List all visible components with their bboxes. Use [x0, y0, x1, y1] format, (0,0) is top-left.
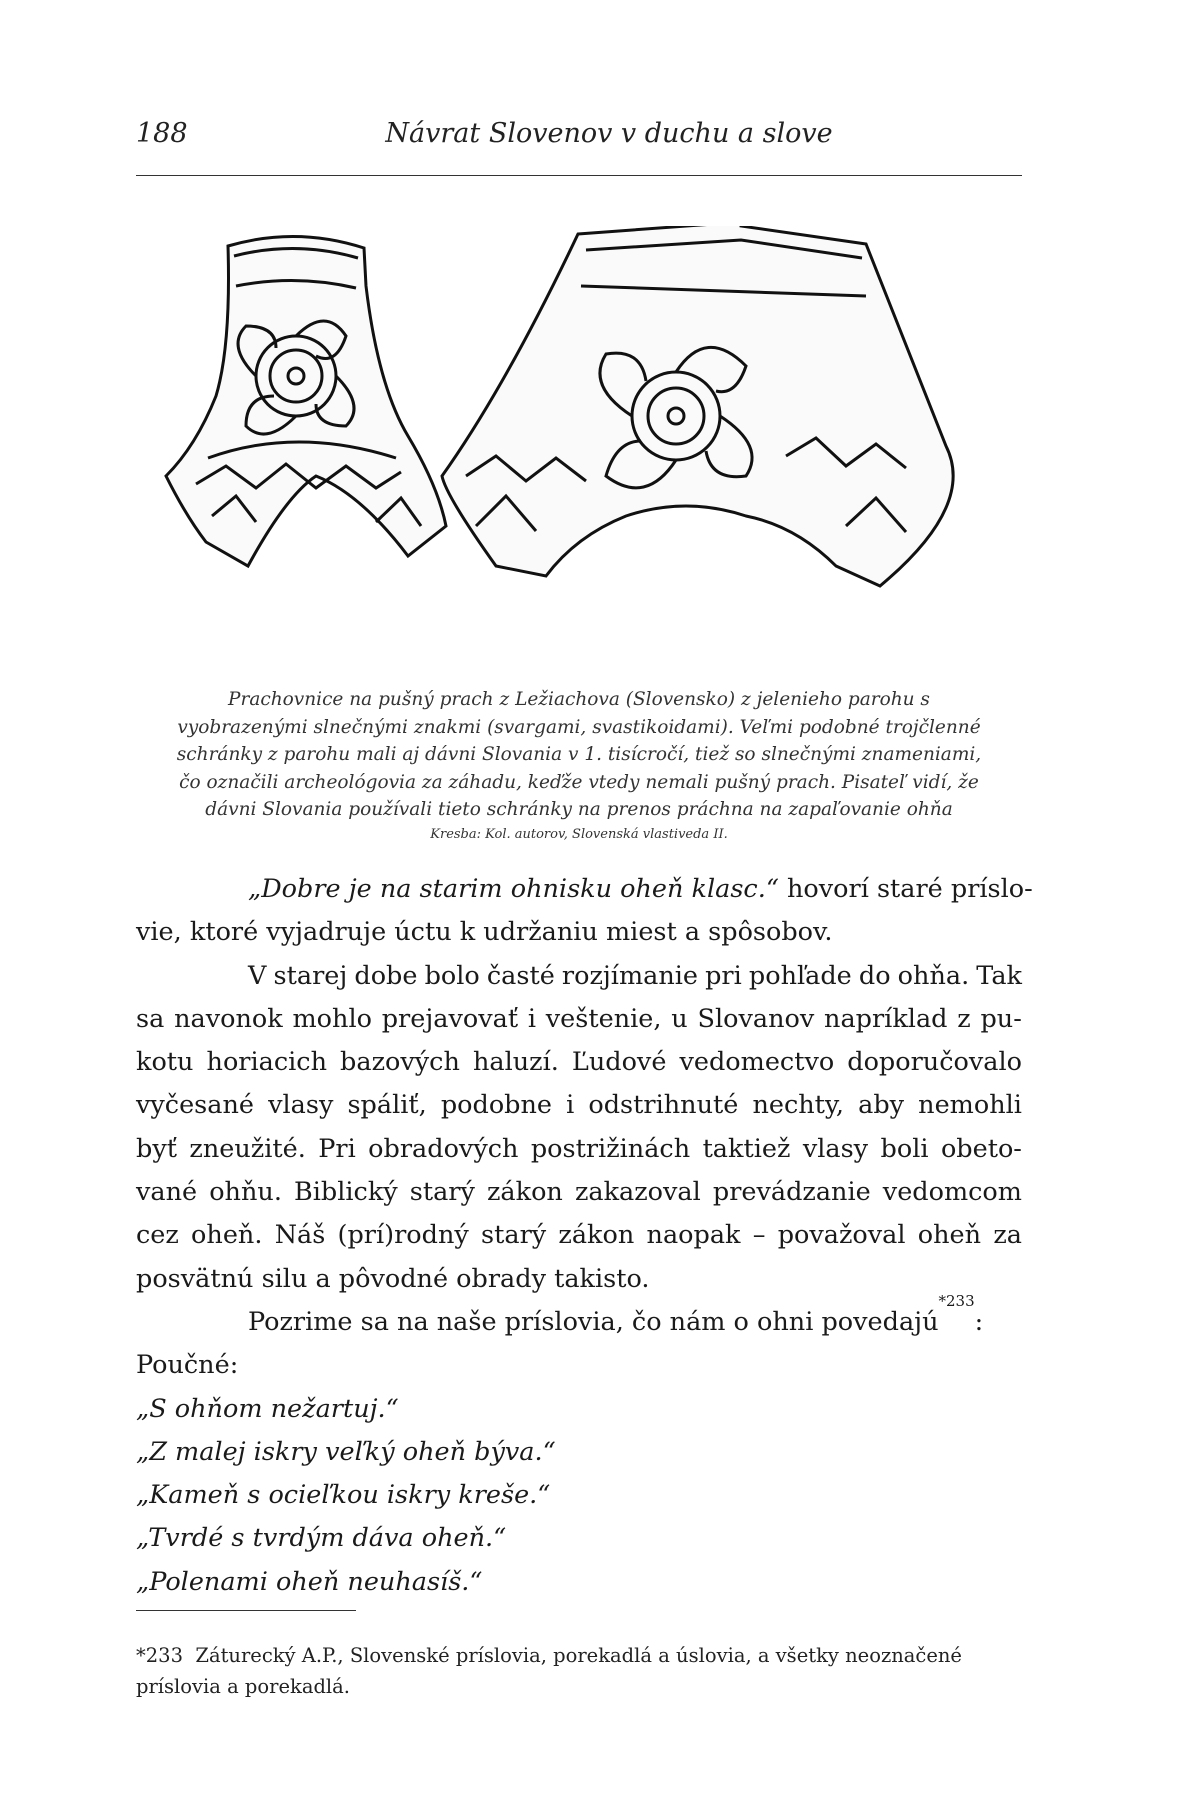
- paragraph-text: Pozrime sa na naše príslovia, čo nám o ohni povedajú: [248, 1306, 939, 1337]
- caption-line: čo označili archeológovia za záhadu, keďže vtedy nemali pušný prach. Pisateľ vidí, že: [179, 771, 979, 793]
- paragraph-line: [136, 955, 1022, 998]
- word: cez: [136, 1220, 179, 1251]
- word: aby: [858, 1090, 905, 1121]
- section-label: Poučné:: [136, 1350, 239, 1381]
- word: vlasy: [802, 1133, 869, 1164]
- word: nechty,: [752, 1090, 845, 1121]
- word: vané: [136, 1177, 198, 1208]
- proverb-item: „Polenami oheň neuhasíš.“: [136, 1566, 483, 1597]
- paragraph-line: [136, 998, 1022, 1041]
- body-text: [136, 868, 1033, 1604]
- word: sa: [136, 1003, 165, 1034]
- word: prevádzanie: [712, 1177, 871, 1208]
- footnote: [136, 1640, 1022, 1702]
- word: prejavovať: [381, 1003, 519, 1034]
- word: postrižinách: [530, 1133, 691, 1164]
- word: horiacich: [206, 1047, 327, 1078]
- header-rule: [136, 175, 1022, 176]
- page-number: 188: [136, 118, 188, 149]
- proverb-item: „Kameň s ocieľkou iskry kreše.“: [136, 1480, 551, 1511]
- paragraph-line: [136, 1171, 1022, 1214]
- word: starý: [481, 1220, 547, 1251]
- word: Tak: [976, 960, 1022, 991]
- paragraph-line: [136, 1128, 1022, 1171]
- caption-line: dávni Slovania používali tieto schránky na prenos práchna na zapaľovanie ohňa: [205, 799, 953, 820]
- word: starý: [409, 1177, 475, 1208]
- word: bazových: [340, 1047, 460, 1078]
- paragraph-line: [136, 1214, 1022, 1257]
- caption-line: vyobrazenými slnečnými znakmi (svargami, svastikoidami). Veľmi podobné trojčlenné: [177, 716, 981, 738]
- paragraph-text: :: [974, 1306, 984, 1337]
- word: ohňa.: [897, 960, 970, 991]
- word: odstrihnuté: [588, 1090, 739, 1121]
- footnote-rule: [136, 1610, 356, 1611]
- word: zákon: [558, 1220, 635, 1251]
- word: zakazoval: [574, 1177, 701, 1208]
- word: kotu: [136, 1047, 194, 1078]
- word: Biblický: [294, 1177, 398, 1208]
- paragraph-line: [136, 1041, 1022, 1084]
- paragraph-line: vie, ktoré vyjadruje úctu k udržaniu miest a spôsobov.: [136, 917, 833, 948]
- footnote-line: [136, 1640, 1022, 1671]
- word: pohľade: [748, 960, 852, 991]
- word: do: [858, 960, 891, 991]
- word: naopak: [646, 1220, 741, 1251]
- caption-credit: Kresba: Kol. autorov, Slovenská vlastiveda II.: [430, 826, 728, 842]
- word: obeto-: [940, 1133, 1022, 1164]
- paragraph-line: [136, 868, 1033, 911]
- page-header: [136, 118, 1022, 164]
- word: doporučovalo: [847, 1047, 1022, 1078]
- word: považoval: [777, 1220, 906, 1251]
- proverb-item: „Z malej iskry veľký oheň býva.“: [136, 1436, 556, 1467]
- word: oheň: [917, 1220, 982, 1251]
- word: i: [527, 1003, 536, 1034]
- word: zákon: [486, 1177, 563, 1208]
- word: byť: [136, 1133, 177, 1164]
- word: obradových: [368, 1133, 519, 1164]
- paragraph-line: [136, 1291, 1022, 1344]
- word: veštenie,: [545, 1003, 662, 1034]
- word: vedomcom: [882, 1177, 1022, 1208]
- word: oheň.: [191, 1220, 263, 1251]
- word: pu-: [980, 1003, 1022, 1034]
- caption-line: schránky z parohu mali aj dávni Slovania v 1. tisícročí, tiež so slnečnými znameniami,: [176, 744, 982, 765]
- word: rozjímanie: [561, 960, 698, 991]
- antler-flask-figure: [146, 226, 1020, 666]
- word: vedomectvo: [679, 1047, 835, 1078]
- word: Náš: [274, 1220, 326, 1251]
- word: –: [752, 1220, 766, 1251]
- word: podobne: [440, 1090, 553, 1121]
- word: mohlo: [292, 1003, 372, 1034]
- word: boli: [880, 1133, 929, 1164]
- word: pri: [705, 960, 742, 991]
- word: bolo: [424, 960, 480, 991]
- word: Slovanov: [697, 1003, 815, 1034]
- word: i: [566, 1090, 575, 1121]
- word: (prí)rodný: [337, 1220, 469, 1251]
- figure-caption: [136, 686, 1022, 844]
- word: napríklad: [824, 1003, 948, 1034]
- antler-powder-flask-illustration: [146, 226, 1020, 666]
- proverb-item: „S ohňom nežartuj.“: [136, 1393, 399, 1424]
- footnote-text: Záturecký A.P., Slovenské príslovia, porekadlá a úslovia, a všetky neoznačené: [195, 1644, 962, 1667]
- caption-line: Prachovnice na pušný prach z Ležiachova (Slovensko) z jelenieho parohu s: [228, 689, 930, 710]
- word: časté: [486, 960, 555, 991]
- word: Pri: [318, 1133, 356, 1164]
- word: vyčesané: [136, 1090, 254, 1121]
- paragraph-line: [136, 1084, 1022, 1127]
- paragraph-line: posvätnú silu a pôvodné obrady takisto.: [136, 1263, 650, 1294]
- word: navonok: [174, 1003, 283, 1034]
- proverb-item: „Tvrdé s tvrdým dáva oheň.“: [136, 1523, 507, 1554]
- word: starej: [273, 960, 348, 991]
- word: dobe: [354, 960, 418, 991]
- word: Ľudové: [571, 1047, 667, 1078]
- footnote-ref: *233: [938, 1291, 975, 1310]
- quoted-proverb: „Dobre je na starim ohnisku oheň klasc.“: [248, 874, 779, 904]
- word: vlasy: [268, 1090, 334, 1121]
- footnote-text: príslovia a porekadlá.: [136, 1675, 350, 1698]
- word: taktiež: [702, 1133, 791, 1164]
- word: ohňu.: [209, 1177, 282, 1208]
- word: haluzí.: [472, 1047, 559, 1078]
- word: spáliť,: [347, 1090, 427, 1121]
- footnote-marker: *233: [136, 1644, 183, 1667]
- word: nemohli: [918, 1090, 1022, 1121]
- word: V: [248, 960, 267, 991]
- word: zneužité.: [189, 1133, 306, 1164]
- word: u: [671, 1003, 688, 1034]
- running-title: Návrat Slovenov v duchu a slove: [385, 118, 833, 149]
- word: z: [957, 1003, 971, 1034]
- paragraph-text: hovorí staré príslo-: [778, 874, 1033, 904]
- word: za: [993, 1220, 1022, 1251]
